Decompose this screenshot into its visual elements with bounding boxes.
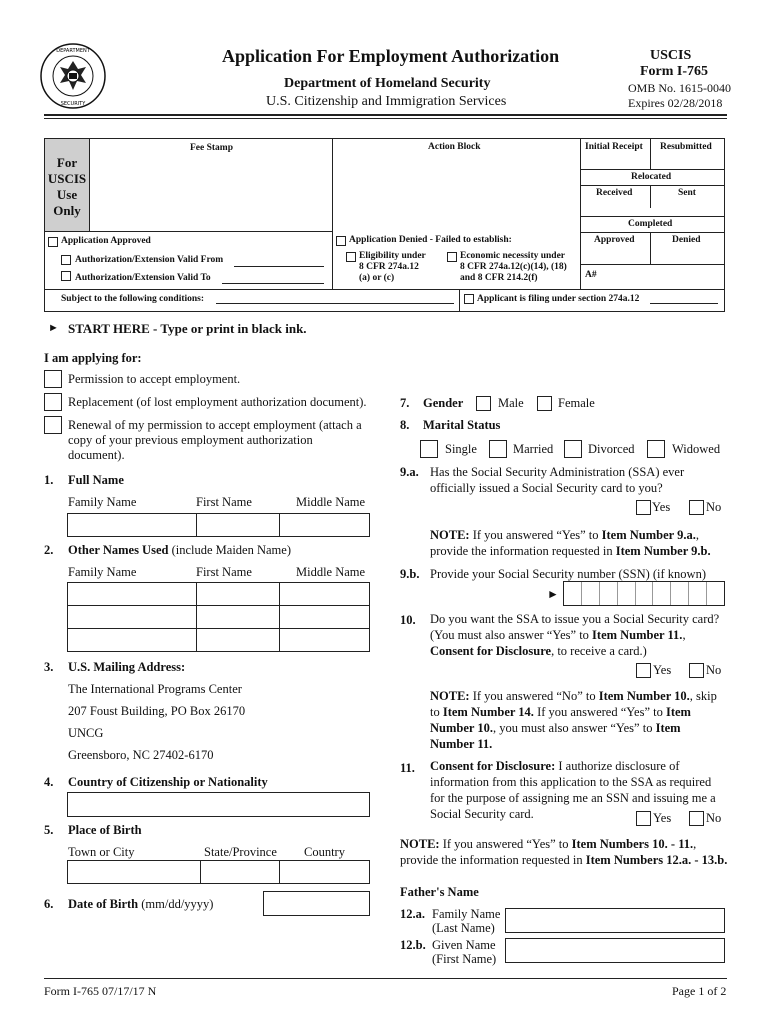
eligibility-line-2: 8 CFR 274a.12 <box>359 262 419 272</box>
resubmitted-label: Resubmitted <box>660 142 712 152</box>
q9a-no-label: No <box>706 500 722 514</box>
q3-number: 3. <box>44 660 54 674</box>
renewal-label-line-2: copy of your previous employment authorization <box>68 433 313 447</box>
economic-line-2: 8 CFR 274a.12(c)(14), (18) <box>460 262 567 272</box>
application-denied-checkbox[interactable] <box>336 236 346 246</box>
section-274-checkbox[interactable] <box>464 294 474 304</box>
initial-receipt-label: Initial Receipt <box>585 142 643 152</box>
q9a-line-2: officially issued a Social Security card to you? <box>430 481 663 495</box>
q11-no-checkbox[interactable] <box>689 811 704 826</box>
q10-line-1: Do you want the SSA to issue you a Social Security card? <box>430 612 720 626</box>
q9a-note-line-1: NOTE: If you answered “Yes” to Item Number 9.a., <box>430 528 699 542</box>
uscis-label: USCIS <box>650 48 692 63</box>
q12a-label-2: (Last Name) <box>432 921 495 935</box>
q10-line-2: (You must also answer “Yes” to Item Number 11., <box>430 628 686 642</box>
q1-family-input[interactable] <box>67 513 197 537</box>
applying-for-label: I am applying for: <box>44 351 142 365</box>
fee-stamp-label: Fee Stamp <box>190 143 234 153</box>
father-given-name-input[interactable] <box>505 938 725 963</box>
q1-label: Full Name <box>68 473 124 487</box>
single-checkbox[interactable] <box>420 440 438 458</box>
birth-country-input[interactable] <box>279 860 370 884</box>
q1-family-label: Family Name <box>68 495 137 509</box>
valid-to-label: Authorization/Extension Valid To <box>75 273 211 283</box>
economic-line-1: Economic necessity under <box>460 251 566 261</box>
female-label: Female <box>558 396 595 410</box>
completed-label: Completed <box>628 219 673 229</box>
omb-number: OMB No. 1615-0040 <box>628 81 732 95</box>
q2-number: 2. <box>44 543 54 557</box>
q2-middle-input-1[interactable] <box>279 582 370 606</box>
q5-number: 5. <box>44 823 54 837</box>
ssn-input[interactable] <box>563 581 725 606</box>
divorced-label: Divorced <box>588 442 635 456</box>
header-rule <box>44 114 727 116</box>
q10-line-3: Consent for Disclosure, to receive a card.) <box>430 644 647 658</box>
q5-state-label: State/Province <box>204 845 277 859</box>
header-rule-thin <box>44 118 727 119</box>
q6-label-wrap <box>68 897 213 912</box>
male-label: Male <box>498 396 524 410</box>
renewal-label-line-3: document). <box>68 448 125 462</box>
valid-from-line[interactable] <box>234 266 324 267</box>
q2-family-input-2[interactable] <box>67 605 197 629</box>
female-checkbox[interactable] <box>537 396 552 411</box>
q11-line-3: for the purpose of assigning me an SSN and issuing me a <box>430 791 716 805</box>
q2-family-label: Family Name <box>68 565 137 579</box>
q11-line-2: information from this application to the SSA as required <box>430 775 712 789</box>
q9b-label: Provide your Social Security number (SSN) (if known) <box>430 567 707 581</box>
q7-number: 7. <box>400 396 410 410</box>
address-line-3[interactable]: UNCG <box>68 726 104 740</box>
q11-yes-label: Yes <box>653 811 672 825</box>
relocated-label: Relocated <box>631 172 672 182</box>
q10-number: 10. <box>400 613 416 627</box>
q9a-note-line-2: provide the information requested in Item Number 9.b. <box>430 544 711 558</box>
q10-no-checkbox[interactable] <box>689 663 704 678</box>
q10-note-line-4: Number 11. <box>430 737 493 751</box>
valid-to-checkbox[interactable] <box>61 271 71 281</box>
citizenship-input[interactable] <box>67 792 370 817</box>
replacement-label: Replacement (of lost employment authorization document). <box>68 395 367 409</box>
q4-number: 4. <box>44 775 54 789</box>
permission-checkbox[interactable] <box>44 370 62 388</box>
approved-label: Approved <box>594 235 635 245</box>
department-name: Department of Homeland Security <box>284 76 491 91</box>
address-line-1[interactable]: The International Programs Center <box>68 682 242 696</box>
q9a-number: 9.a. <box>400 465 419 479</box>
married-label: Married <box>513 442 554 456</box>
replacement-checkbox[interactable] <box>44 393 62 411</box>
application-approved-label: Application Approved <box>61 236 151 246</box>
fathers-name-label: Father's Name <box>400 885 479 899</box>
q1-middle-label: Middle Name <box>296 495 366 509</box>
widowed-label: Widowed <box>672 442 721 456</box>
q6-number: 6. <box>44 897 54 911</box>
permission-label: Permission to accept employment. <box>68 372 241 386</box>
section-274-label: Applicant is filing under section 274a.12 <box>477 294 640 304</box>
conditions-label: Subject to the following conditions: <box>61 294 205 304</box>
svg-text:DEPARTMENT: DEPARTMENT <box>56 48 90 54</box>
note-10-11-line-2: provide the information requested in Item Numbers 12.a. - 13.b. <box>400 853 728 867</box>
q2-first-input-3[interactable] <box>196 628 280 652</box>
q5-label: Place of Birth <box>68 823 142 837</box>
q9a-yes-label: Yes <box>652 500 671 514</box>
q8-number: 8. <box>400 418 410 432</box>
valid-from-label: Authorization/Extension Valid From <box>75 255 224 265</box>
ssn-arrow-icon: ► <box>547 587 559 601</box>
note-10-11-line-1: NOTE: If you answered “Yes” to Item Numbers 10. - 11., <box>400 837 697 851</box>
footer-rule <box>44 978 727 979</box>
denied-label: Denied <box>672 235 701 245</box>
q10-no-label: No <box>706 663 722 677</box>
q10-note-line-3: Number 10., you must also answer “Yes” to Item <box>430 721 681 735</box>
q11-line-1: Consent for Disclosure: I authorize disclosure of <box>430 759 680 773</box>
q4-label: Country of Citizenship or Nationality <box>68 775 268 789</box>
q11-line-4: Social Security card. <box>430 807 534 821</box>
application-approved-checkbox[interactable] <box>48 237 58 247</box>
married-checkbox[interactable] <box>489 440 507 458</box>
q2-first-input-2[interactable] <box>196 605 280 629</box>
q2-middle-label: Middle Name <box>296 565 366 579</box>
q9a-line-1: Has the Social Security Administration (SSA) ever <box>430 465 685 479</box>
widowed-checkbox[interactable] <box>647 440 665 458</box>
q12b-number: 12.b. <box>400 938 426 952</box>
eligibility-checkbox[interactable] <box>346 252 356 262</box>
q2-label-note: (include Maiden Name) <box>171 543 291 557</box>
a-number-label: A# <box>585 270 597 280</box>
single-label: Single <box>445 442 477 456</box>
start-here-arrow: ► <box>48 322 59 334</box>
q6-label: Date of Birth <box>68 897 139 911</box>
q1-middle-input[interactable] <box>279 513 370 537</box>
valid-from-checkbox[interactable] <box>61 255 71 265</box>
q12a-label-1: Family Name <box>432 907 501 921</box>
q11-no-label: No <box>706 811 722 825</box>
q10-yes-label: Yes <box>653 663 672 677</box>
dhs-seal <box>40 43 106 109</box>
section-274-line[interactable] <box>650 303 718 304</box>
q6-format: (mm/dd/yyyy) <box>141 897 214 911</box>
valid-to-line[interactable] <box>222 283 324 284</box>
q2-family-input-1[interactable] <box>67 582 197 606</box>
economic-line-3: and 8 CFR 214.2(f) <box>460 273 538 283</box>
birth-town-input[interactable] <box>67 860 201 884</box>
renewal-checkbox[interactable] <box>44 416 62 434</box>
q12b-label-2: (First Name) <box>432 952 497 966</box>
footer-form-id: Form I-765 07/17/17 N <box>44 984 157 998</box>
q2-first-label: First Name <box>196 565 252 579</box>
address-line-4[interactable]: Greensboro, NC 27402-6170 <box>68 748 214 762</box>
start-here-instruction: START HERE - Type or print in black ink. <box>68 321 307 336</box>
q9a-no-checkbox[interactable] <box>689 500 704 515</box>
action-block-label: Action Block <box>428 142 481 152</box>
father-family-name-input[interactable] <box>505 908 725 933</box>
q2-middle-input-2[interactable] <box>279 605 370 629</box>
eligibility-line-1: Eligibility under <box>359 251 426 261</box>
q3-label: U.S. Mailing Address: <box>68 660 186 674</box>
divorced-checkbox[interactable] <box>564 440 582 458</box>
q11-yes-checkbox[interactable] <box>636 811 651 826</box>
eligibility-line-3: (a) or (c) <box>359 273 395 283</box>
address-line-2[interactable]: 207 Foust Building, PO Box 26170 <box>68 704 246 718</box>
economic-necessity-checkbox[interactable] <box>447 252 457 262</box>
q10-note-line-2: to Item Number 14. If you answered “Yes” to Item <box>430 705 691 719</box>
svg-text:SECURITY: SECURITY <box>60 101 86 107</box>
q1-number: 1. <box>44 473 54 487</box>
office-use-block <box>44 138 725 312</box>
q9b-number: 9.b. <box>400 567 420 581</box>
sent-label: Sent <box>678 188 696 198</box>
received-label: Received <box>596 188 633 198</box>
q2-label-wrap <box>68 543 291 558</box>
footer-page-number: Page 1 of 2 <box>672 984 727 998</box>
q8-label: Marital Status <box>423 418 501 432</box>
q2-label: Other Names Used <box>68 543 169 557</box>
form-title: Application For Employment Authorization <box>222 46 560 66</box>
q10-yes-checkbox[interactable] <box>636 663 651 678</box>
conditions-line[interactable] <box>216 303 454 304</box>
birth-state-input[interactable] <box>200 860 280 884</box>
q12a-number: 12.a. <box>400 907 425 921</box>
agency-name: U.S. Citizenship and Immigration Services <box>266 94 507 109</box>
renewal-label-line-1: Renewal of my permission to accept employment (attach a <box>68 418 362 432</box>
q7-label: Gender <box>423 396 464 410</box>
application-denied-label: Application Denied - Failed to establish: <box>349 235 512 245</box>
q5-country-label: Country <box>304 845 345 859</box>
q1-first-input[interactable] <box>196 513 280 537</box>
male-checkbox[interactable] <box>476 396 491 411</box>
q5-town-label: Town or City <box>68 845 135 859</box>
expiration-date: Expires 02/28/2018 <box>628 96 723 110</box>
q2-first-input-1[interactable] <box>196 582 280 606</box>
q9a-yes-checkbox[interactable] <box>636 500 651 515</box>
q2-middle-input-3[interactable] <box>279 628 370 652</box>
q2-family-input-3[interactable] <box>67 628 197 652</box>
date-of-birth-input[interactable] <box>263 891 370 916</box>
q12b-label-1: Given Name <box>432 938 496 952</box>
uscis-use-only-label: For USCIS Use Only <box>45 139 89 231</box>
q11-number: 11. <box>400 761 415 775</box>
form-number: Form I-765 <box>640 64 709 79</box>
q10-note-line-1: NOTE: If you answered “No” to Item Number 10., skip <box>430 689 717 703</box>
q1-first-label: First Name <box>196 495 252 509</box>
